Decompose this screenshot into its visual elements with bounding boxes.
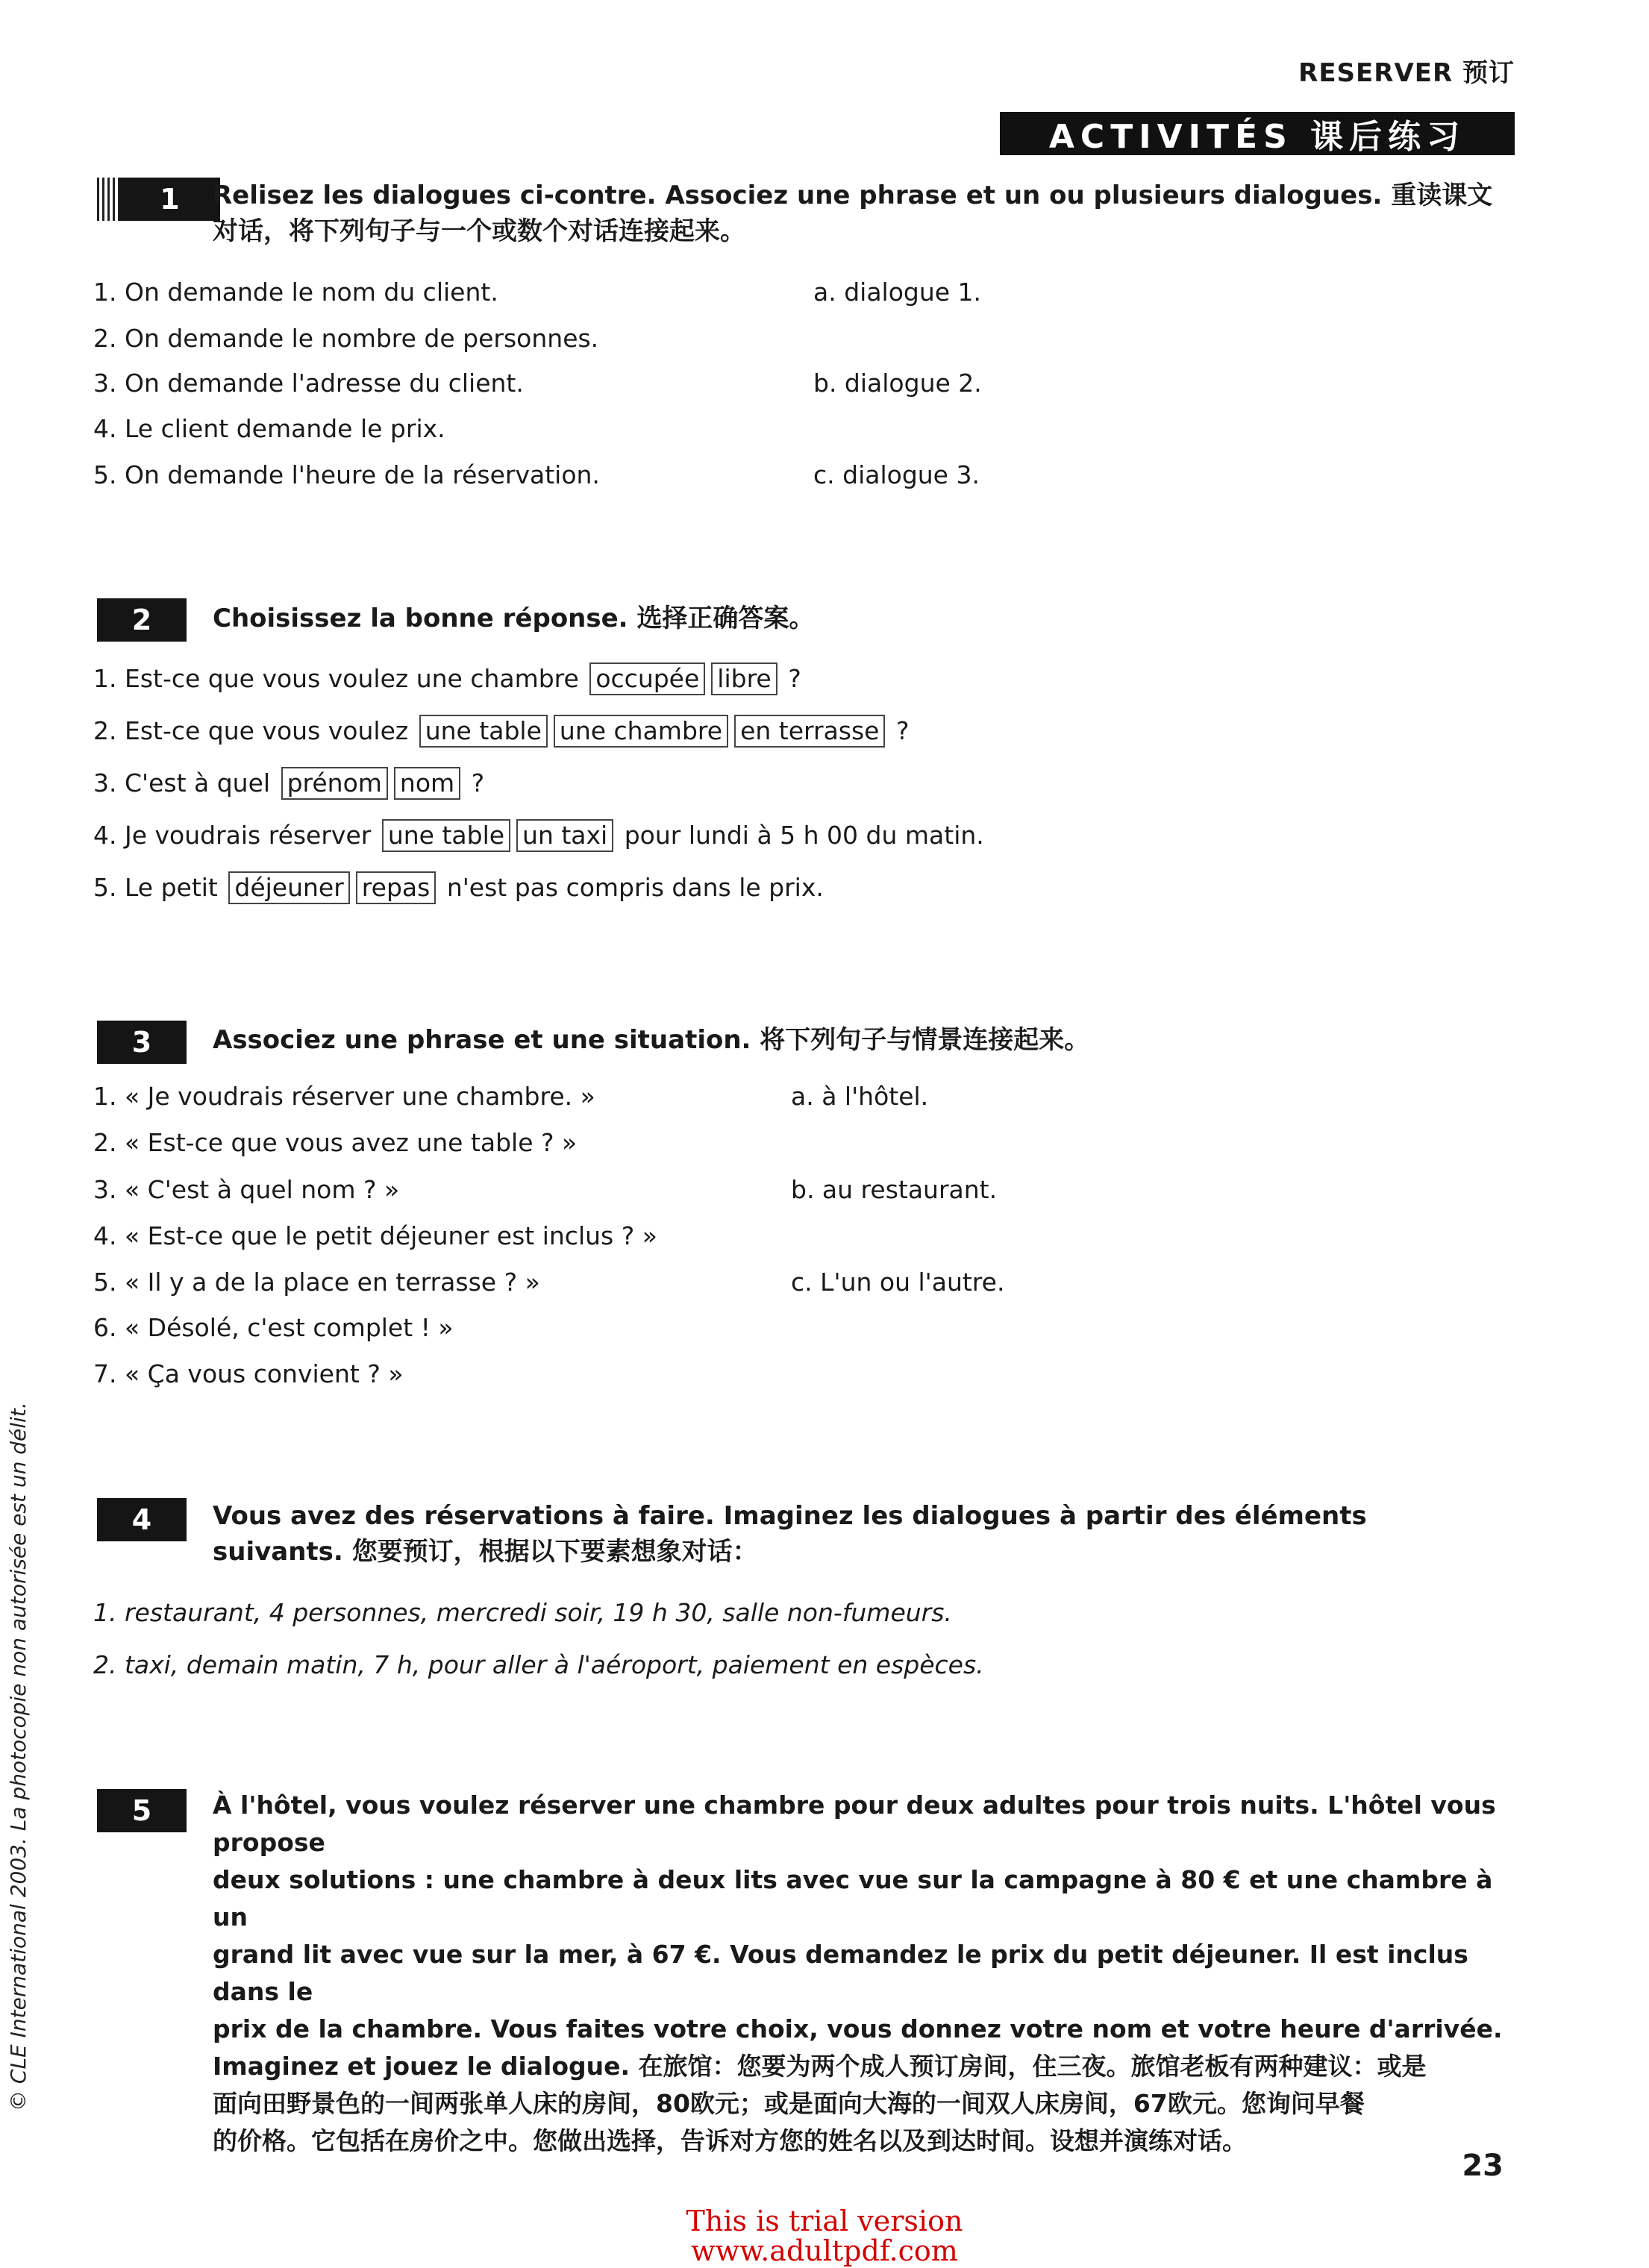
ex2-item-5: 5. Le petit déjeuner repas n'est pas compris dans le prix.: [93, 871, 824, 904]
ex2-item-4: 4. Je voudrais réserver une table un taxi pour lundi à 5 h 00 du matin.: [93, 819, 984, 852]
exercise-1-bars: [97, 178, 119, 221]
option-occupee[interactable]: occupée: [589, 662, 705, 695]
watermark-link[interactable]: www.adultpdf.com: [691, 2234, 958, 2267]
copyright-note: © CLE International 2003. La photocopie non autorisée est un délit.: [6, 1402, 31, 2111]
option-une-table[interactable]: une table: [419, 715, 548, 748]
ex3-item-3: 3. « C'est à quel nom ? »: [93, 1175, 400, 1204]
ex1-item-1: 1. On demande le nom du client.: [93, 278, 498, 307]
exercise-3-instruction: Associez une phrase et une situation. 将下列句子与情景连接起来。: [213, 1025, 1090, 1055]
option-en-terrasse[interactable]: en terrasse: [734, 715, 885, 748]
exercise-4-instruction: Vous avez des réservations à faire. Imaginez les dialogues à partir des éléments suivants. 您要预订，根据以下要素想象对话：: [213, 1501, 1367, 1567]
exercise-5-badge: 5: [97, 1789, 187, 1832]
exercise-1-instruction: Relisez les dialogues ci-contre. Associez une phrase et un ou plusieurs dialogues. 重读课文对话，将下列句子与一个或数个对话连接起来。: [213, 181, 1493, 246]
ex3-answer-c: c. L'un ou l'autre.: [791, 1268, 1005, 1297]
option-une-chambre[interactable]: une chambre: [554, 715, 728, 748]
activites-banner: ACTIVITÉS 课后练习: [1000, 112, 1515, 155]
ex3-item-5: 5. « Il y a de la place en terrasse ? »: [93, 1268, 540, 1297]
ex1-item-3: 3. On demande l'adresse du client.: [93, 369, 524, 398]
option-repas[interactable]: repas: [356, 871, 436, 904]
ex1-item-4: 4. Le client demande le prix.: [93, 414, 445, 443]
ex2-item-1: 1. Est-ce que vous voulez une chambre occupée libre ?: [93, 662, 801, 695]
exercise-5-paragraph: À l'hôtel, vous voulez réserver une chambre pour deux adultes pour trois nuits. L'hôtel vous propose deux solutions : une chambre à deux lits avec vue sur la campagne à 80 € et une chambre à un grand lit avec vue sur la mer, à 67 €. Vous demandez le prix du petit déjeuner. Il est inclus dans le prix de la chambre. Vous faites votre choix, vous donnez votre nom et votre heure d'arrivée. Imaginez et jouez le dialogue. 在旅馆：您要为两个成人预订房间，住三夜。旅馆老板有两种建议：或是 面向田野景色的一间两张单人床的房间，80欧元；或是面向大海的一间双人床房间，67欧元。您询问早餐 的价格。它包括在房价之中。您做出选择，告诉对方您的姓名以及到达时间。设想并演练对话。: [213, 1791, 1503, 2155]
ex3-item-2: 2. « Est-ce que vous avez une table ? »: [93, 1128, 578, 1157]
exercise-3-badge: 3: [97, 1021, 187, 1064]
option-une-table-2[interactable]: une table: [382, 819, 510, 852]
exercise-4-badge: 4: [97, 1498, 187, 1541]
exercise-2-instruction: Choisissez la bonne réponse. 选择正确答案。: [213, 604, 815, 633]
ex2-item-3: 3. C'est à quel prénom nom ?: [93, 767, 484, 800]
ex3-answer-b: b. au restaurant.: [791, 1175, 998, 1204]
option-libre[interactable]: libre: [711, 662, 777, 695]
ex1-answer-a: a. dialogue 1.: [813, 278, 982, 307]
ex1-answer-b: b. dialogue 2.: [813, 369, 982, 398]
ex3-item-4: 4. « Est-ce que le petit déjeuner est inclus ? »: [93, 1221, 657, 1250]
ex3-item-7: 7. « Ça vous convient ? »: [93, 1359, 404, 1388]
watermark-line-1: This is trial version: [686, 2205, 963, 2237]
ex1-item-5: 5. On demande l'heure de la réservation.: [93, 460, 600, 489]
option-prenom[interactable]: prénom: [281, 767, 388, 800]
ex3-answer-a: a. à l'hôtel.: [791, 1082, 929, 1111]
ex3-item-1: 1. « Je voudrais réserver une chambre. »: [93, 1082, 595, 1111]
option-dejeuner[interactable]: déjeuner: [228, 871, 349, 904]
header-title: RESERVER 预订: [1298, 58, 1515, 88]
ex3-item-6: 6. « Désolé, c'est complet ! »: [93, 1313, 454, 1342]
page-number: 23: [1462, 2149, 1504, 2183]
ex2-item-2: 2. Est-ce que vous voulez une table une chambre en terrasse ?: [93, 715, 910, 748]
ex4-item-2: 2. taxi, demain matin, 7 h, pour aller à l'aéroport, paiement en espèces.: [93, 1650, 984, 1679]
ex1-answer-c: c. dialogue 3.: [813, 460, 980, 489]
option-nom[interactable]: nom: [394, 767, 460, 800]
option-un-taxi[interactable]: un taxi: [516, 819, 613, 852]
exercise-2-badge: 2: [97, 598, 187, 642]
exercise-1-badge: 1: [119, 178, 220, 221]
ex4-item-1: 1. restaurant, 4 personnes, mercredi soir, 19 h 30, salle non-fumeurs.: [93, 1598, 952, 1627]
ex1-item-2: 2. On demande le nombre de personnes.: [93, 324, 599, 353]
